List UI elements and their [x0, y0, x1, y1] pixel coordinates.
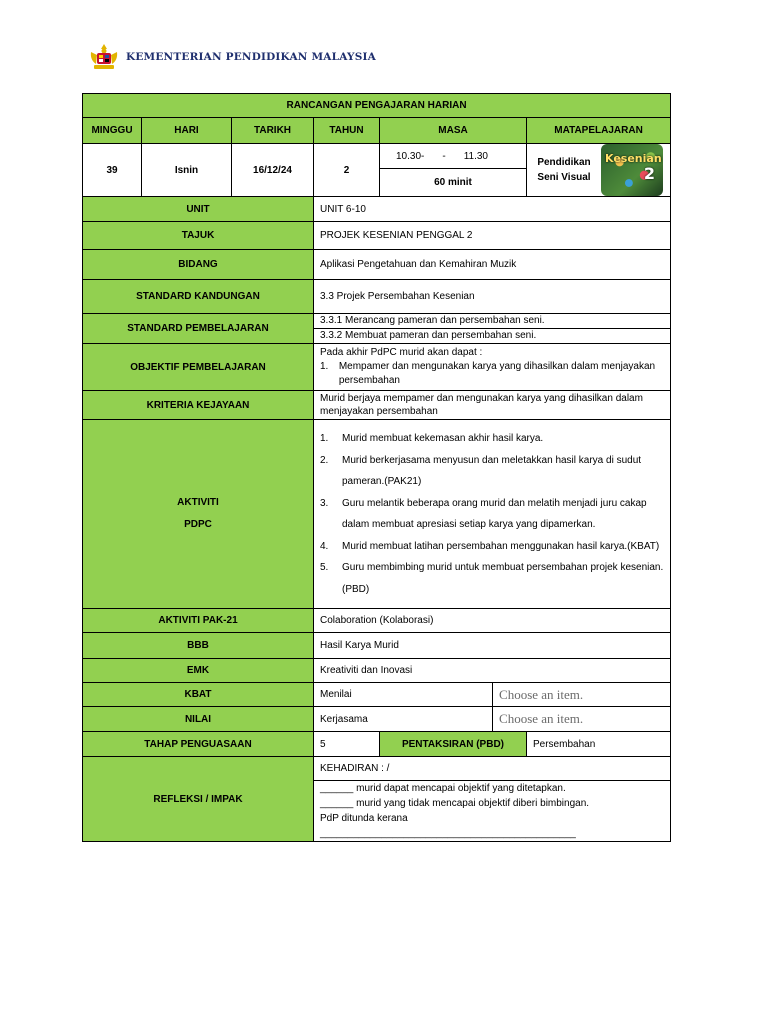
book-number: 2 — [643, 164, 655, 183]
sp-item-2: 3.3.2 Membuat pameran dan persembahan seni. — [320, 330, 537, 341]
aktiviti-item — [320, 493, 664, 536]
col-minggu: MINGGU — [83, 118, 142, 144]
aktiviti-label-line-2: PDPC — [184, 519, 212, 530]
nilai-cell — [314, 707, 671, 732]
tahun-value: 2 — [314, 144, 380, 197]
aktiviti-label — [83, 420, 314, 609]
tajuk-label: TAJUK — [83, 222, 314, 250]
col-masa: MASA — [380, 118, 527, 144]
kehadiran-value: KEHADIRAN : / — [314, 757, 671, 781]
minggu-value: 39 — [83, 144, 142, 197]
aktiviti-value — [314, 420, 671, 609]
aktiviti-item — [320, 557, 664, 600]
nilai-label: NILAI — [83, 707, 314, 732]
col-hari: HARI — [142, 118, 232, 144]
standard-pembelajaran-value — [314, 314, 671, 344]
aktiviti-item-text: Murid membuat kekemasan akhir hasil karya. — [342, 433, 544, 444]
refleksi-line-3: PdP ditunda kerana ______________________________________________ — [320, 813, 576, 839]
aktiviti-list — [320, 420, 664, 608]
bidang-value: Aplikasi Pengetahuan dan Kemahiran Muzik — [314, 250, 671, 280]
unit-label: UNIT — [83, 197, 314, 222]
standard-pembelajaran-label: STANDARD PEMBELAJARAN — [83, 314, 314, 344]
pak21-label: AKTIVITI PAK-21 — [83, 609, 314, 633]
nilai-choose-dropdown[interactable]: Choose an item. — [492, 707, 670, 731]
textbook-cover-image — [601, 144, 663, 196]
aktiviti-item-number: 4. — [320, 540, 329, 552]
aktiviti-item — [320, 536, 664, 558]
objektif-item-1: Mempamer dan mengunakan karya yang dihasilkan dalam menjayakan persembahan — [338, 361, 656, 386]
malaysia-coat-of-arms-icon — [88, 42, 120, 72]
col-tarikh: TARIKH — [232, 118, 314, 144]
bbb-label: BBB — [83, 633, 314, 659]
masa-time — [380, 144, 527, 169]
tahap-penguasaan-label: TAHAP PENGUASAAN — [83, 732, 314, 757]
kbat-cell — [314, 683, 671, 707]
kbat-value: Menilai — [320, 689, 352, 700]
bidang-label: BIDANG — [83, 250, 314, 280]
hari-value: Isnin — [142, 144, 232, 197]
tahap-penguasaan-value: 5 — [314, 732, 380, 757]
aktiviti-item-number: 5. — [320, 562, 329, 573]
objektif-value — [314, 344, 671, 391]
objektif-number: 1. — [320, 361, 329, 372]
subject-cell — [527, 144, 671, 197]
objektif-intro: Pada akhir PdPC murid akan dapat : — [320, 347, 483, 358]
aktiviti-item-number: 2. — [320, 454, 329, 466]
aktiviti-item-text: Murid berkerjasama menyusun dan meletakkan hasil karya di sudut pameran.(PAK21) — [342, 454, 642, 487]
tajuk-value: PROJEK KESENIAN PENGGAL 2 — [314, 222, 671, 250]
masa-separator: - — [442, 150, 446, 162]
subject-line-1: Pendidikan — [537, 157, 591, 168]
aktiviti-item — [320, 428, 664, 450]
aktiviti-item-number: 1. — [320, 433, 329, 444]
bbb-value: Hasil Karya Murid — [314, 633, 671, 659]
refleksi-line-2: ______ murid yang tidak mencapai objektif diberi bimbingan. — [320, 798, 590, 809]
aktiviti-label-line-1: AKTIVITI — [177, 497, 219, 508]
col-matapelajaran: MATAPELAJARAN — [527, 118, 671, 144]
unit-value: UNIT 6-10 — [314, 197, 671, 222]
pentaksiran-label: PENTAKSIRAN (PBD) — [380, 732, 527, 757]
objektif-label: OBJEKTIF PEMBELAJARAN — [83, 344, 314, 391]
refleksi-line-1: ______ murid dapat mencapai objektif yang ditetapkan. — [320, 783, 566, 794]
table-title: RANCANGAN PENGAJARAN HARIAN — [83, 94, 671, 118]
ministry-name: KEMENTERIAN PENDIDIKAN MALAYSIA — [126, 51, 376, 63]
refleksi-label: REFLEKSI / IMPAK — [83, 757, 314, 842]
standard-kandungan-value: 3.3 Projek Persembahan Kesenian — [314, 280, 671, 314]
subject-line-2: Seni Visual — [537, 172, 591, 183]
kriteria-value: Murid berjaya mempamer dan mengunakan karya yang dihasilkan dalam menjayakan persembahan — [314, 391, 671, 420]
col-tahun: TAHUN — [314, 118, 380, 144]
masa-start: 10.30- — [396, 150, 425, 162]
book-title: Kesenian — [605, 152, 662, 165]
tarikh-value: 16/12/24 — [232, 144, 314, 197]
masa-duration: 60 minit — [380, 169, 527, 197]
nilai-value: Kerjasama — [320, 713, 368, 725]
kriteria-label: KRITERIA KEJAYAAN — [83, 391, 314, 420]
emk-value: Kreativiti dan Inovasi — [314, 659, 671, 683]
pentaksiran-value: Persembahan — [527, 732, 671, 757]
lesson-plan-table — [82, 93, 671, 842]
kbat-choose-dropdown[interactable]: Choose an item. — [492, 683, 670, 706]
page-header — [88, 40, 376, 74]
standard-kandungan-label: STANDARD KANDUNGAN — [83, 280, 314, 314]
aktiviti-item-text: Murid membuat latihan persembahan menggunakan hasil karya.(KBAT) — [342, 540, 660, 552]
aktiviti-item-number: 3. — [320, 497, 329, 509]
masa-end: 11.30 — [463, 150, 488, 162]
aktiviti-item — [320, 450, 664, 493]
sp-item-1: 3.3.1 Merancang pameran dan persembahan seni. — [314, 314, 670, 329]
aktiviti-item-text: Guru membimbing murid untuk membuat persembahan projek kesenian. (PBD) — [342, 562, 664, 595]
pak21-value: Colaboration (Kolaborasi) — [314, 609, 671, 633]
refleksi-value — [314, 781, 671, 842]
aktiviti-item-text: Guru melantik beberapa orang murid dan melatih menjadi juru cakap dalam membuat apresiasi setiap karya yang dipamerkan. — [342, 497, 647, 530]
emk-label: EMK — [83, 659, 314, 683]
kbat-label: KBAT — [83, 683, 314, 707]
